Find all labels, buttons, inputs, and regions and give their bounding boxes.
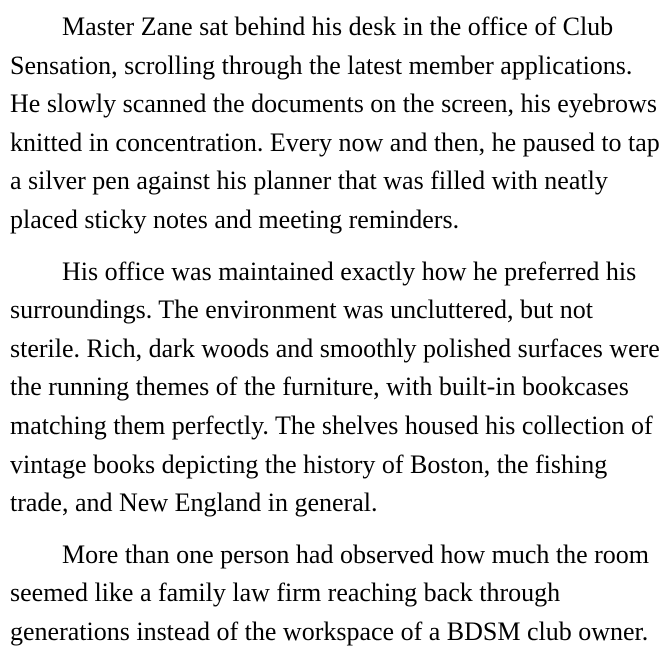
paragraph	[10, 536, 651, 652]
text-line: placed sticky notes and meeting reminders.	[10, 204, 460, 234]
text-line: sterile. Rich, dark woods and smoothly polished surfaces were	[10, 333, 660, 363]
text-line: He slowly scanned the documents on the screen, his eyebrows	[10, 89, 657, 119]
text-line: knitted in concentration. Every now and then, he paused to tap	[10, 127, 660, 157]
text-line: surroundings. The environment was uncluttered, but not	[10, 295, 593, 325]
text-line: Sensation, scrolling through the latest member applications.	[10, 50, 633, 80]
text-line: matching them perfectly. The shelves housed his collection of	[10, 410, 653, 440]
text-line: seemed like a family law firm reaching back through	[10, 578, 561, 608]
text-line: the running themes of the furniture, with built-in bookcases	[10, 372, 629, 402]
text-line: Master Zane sat behind his desk in the office of Club	[62, 12, 614, 41]
text-line: a silver pen against his planner that was filled with neatly	[10, 166, 608, 196]
text-line: trade, and New England in general.	[10, 488, 378, 518]
paragraph	[10, 253, 660, 523]
text-line: generations instead of the workspace of a BDSM club owner.	[10, 616, 649, 646]
text-line: vintage books depicting the history of Boston, the fishing	[10, 449, 608, 479]
paragraph	[10, 8, 660, 240]
text-line: His office was maintained exactly how he preferred his	[62, 256, 637, 286]
text-line: More than one person had observed how much the room	[62, 539, 650, 569]
